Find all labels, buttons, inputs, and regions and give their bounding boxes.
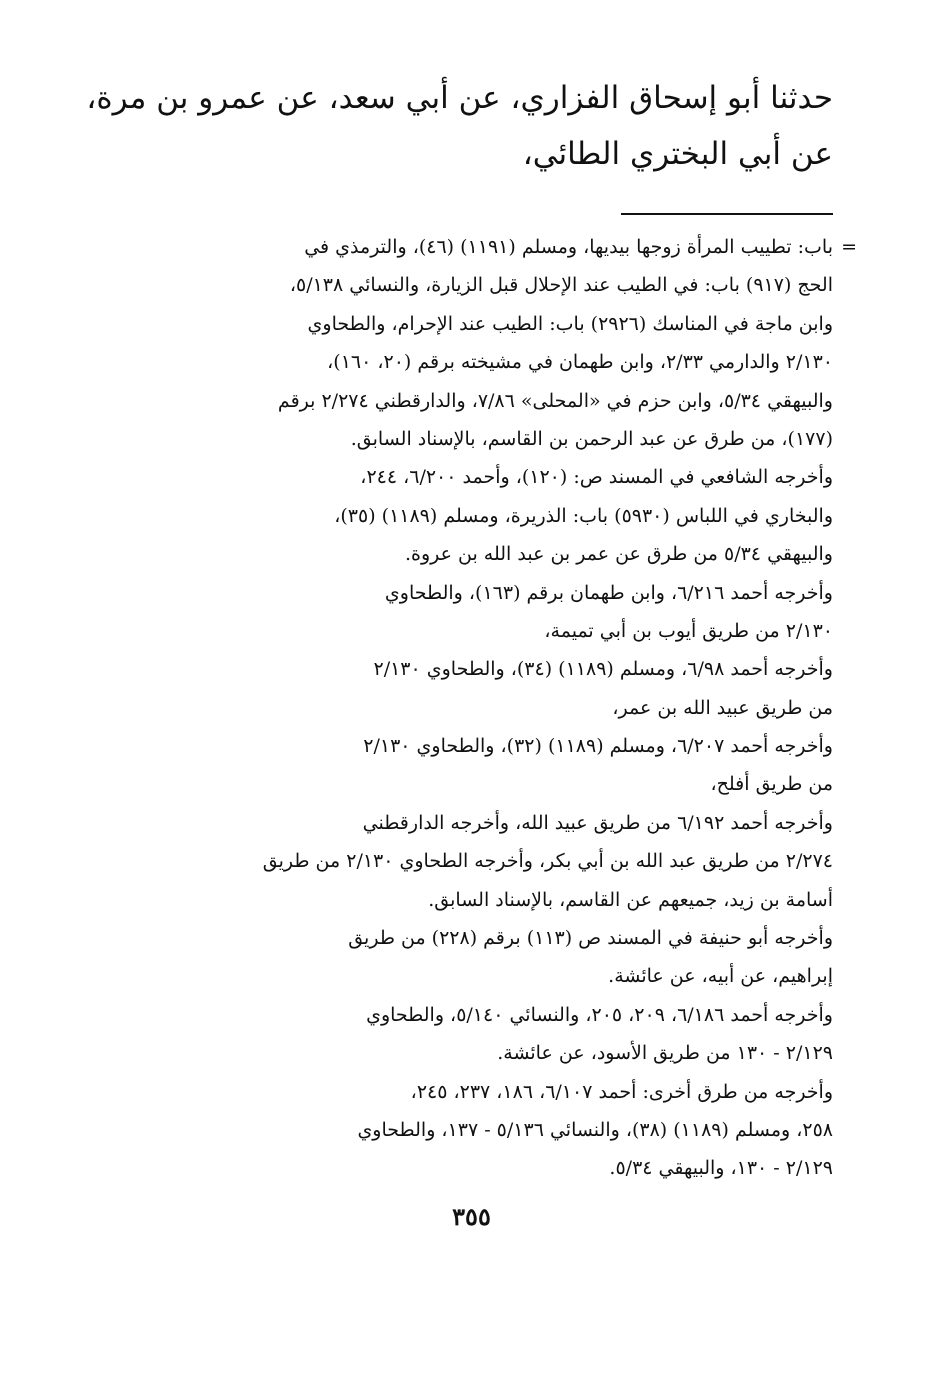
- footnote-line-22: ٢/١٢٩ - ١٣٠ من طريق الأسود، عن عائشة.: [497, 1042, 833, 1065]
- footnote-continuation-mark: =: [841, 236, 857, 258]
- footnote-line-8: والبخاري في اللباس (٥٩٣٠) باب: الذريرة، ومسلم (١١٨٩) (٣٥)،: [334, 504, 833, 527]
- footnote-line-12: وأخرجه أحمد ٦/٩٨، ومسلم (١١٨٩) (٣٤)، والطحاوي ٢/١٣٠: [373, 658, 833, 681]
- footnote-line-20: إبراهيم، عن أبيه، عن عائشة.: [608, 965, 833, 988]
- footnote-line-1-text: باب: تطييب المرأة زوجها بيديها، ومسلم (١١٩١) (٤٦)، والترمذي في: [304, 236, 833, 258]
- footnote-line-3: وابن ماجة في المناسك (٢٩٢٦) باب: الطيب عند الإحرام، والطحاوي: [307, 312, 833, 335]
- footnote-line-9: والبيهقي ٥/٣٤ من طرق عن عمر بن عبد الله بن عروة.: [404, 543, 833, 566]
- footnote-line-23: وأخرجه من طرق أخرى: أحمد ٦/١٠٧، ١٨٦، ٢٣٧، ٢٤٥،: [410, 1080, 833, 1103]
- footnote-line-7: وأخرجه الشافعي في المسند ص: (١٢٠)، وأحمد ٦/٢٠٠، ٢٤٤،: [360, 466, 833, 489]
- footnote-line-19: وأخرجه أبو حنيفة في المسند ص (١١٣) برقم (٢٢٨) من طريق: [348, 927, 833, 950]
- footnote-line-15: من طريق أفلح،: [710, 773, 833, 796]
- main-text-line-1: حدثنا أبو إسحاق الفزاري، عن أبي سعد، عن عمرو بن مرة،: [86, 80, 833, 116]
- footnote-line-6: (١٧٧)، من طرق عن عبد الرحمن بن القاسم، بالإسناد السابق.: [350, 427, 833, 450]
- footnote-line-21: وأخرجه أحمد ٦/١٨٦، ٢٠٩، ٢٠٥، والنسائي ٥/١٤٠، والطحاوي: [366, 1003, 833, 1026]
- footnote-line-4: ٢/١٣٠ والدارمي ٢/٣٣، وابن طهمان في مشيخته برقم (٢٠، ١٦٠)،: [327, 351, 833, 374]
- footnote-line-17: ٢/٢٧٤ من طريق عبد الله بن أبي بكر، وأخرجه الطحاوي ٢/١٣٠ من طريق: [262, 850, 833, 873]
- footnote-line-1: [141, 228, 857, 266]
- footnote-line-16: وأخرجه أحمد ٦/١٩٢ من طريق عبيد الله، وأخرجه الدارقطني: [362, 811, 833, 834]
- footnote-separator-rule: [621, 213, 833, 215]
- footnote-line-2: الحج (٩١٧) باب: في الطيب عند الإحلال قبل الزيارة، والنسائي ٥/١٣٨،: [289, 274, 833, 297]
- footnote-line-25: ٢/١٢٩ - ١٣٠، والبيهقي ٥/٣٤.: [609, 1157, 833, 1180]
- footnotes: [141, 228, 857, 1188]
- footnote-line-24: ٢٥٨، ومسلم (١١٨٩) (٣٨)، والنسائي ٥/١٣٦ - ١٣٧، والطحاوي: [357, 1118, 833, 1141]
- footnote-line-10: وأخرجه أحمد ٦/٢١٦، وابن طهمان برقم (١٦٣)، والطحاوي: [384, 581, 833, 604]
- page-number: ٣٥٥: [452, 1202, 491, 1231]
- footnote-line-18: أسامة بن زيد، جميعهم عن القاسم، بالإسناد السابق.: [428, 888, 833, 911]
- footnote-line-13: من طريق عبيد الله بن عمر،: [612, 696, 833, 719]
- footnote-line-11: ٢/١٣٠ من طريق أيوب بن أبي تميمة،: [544, 619, 833, 642]
- footnote-line-5: والبيهقي ٥/٣٤، وابن حزم في «المحلى» ٧/٨٦، والدارقطني ٢/٢٧٤ برقم: [277, 389, 833, 412]
- footnote-line-14: وأخرجه أحمد ٦/٢٠٧، ومسلم (١١٨٩) (٣٢)، والطحاوي ٢/١٣٠: [363, 735, 833, 758]
- main-text-line-2: عن أبي البختري الطائي،: [522, 136, 833, 172]
- main-text: [86, 70, 833, 182]
